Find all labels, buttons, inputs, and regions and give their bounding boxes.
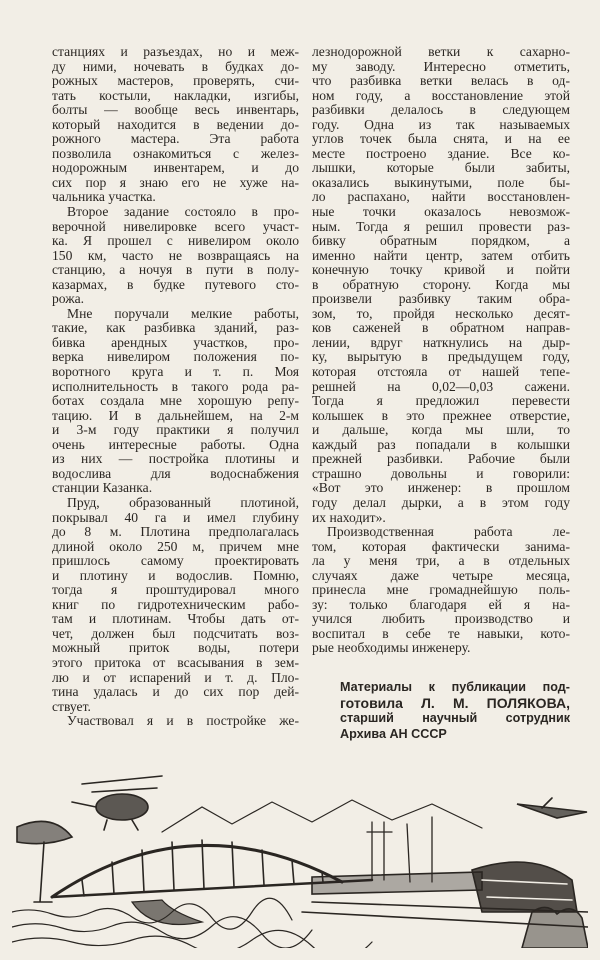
text-line: ка. Я прошел с нивелиром около (52, 233, 299, 249)
text-line: водослива для водоснабжения (52, 465, 299, 481)
text-line: 150 км, часто не возвращаясь на (52, 247, 299, 263)
paragraph (52, 205, 299, 307)
text-line: колышек в это прежнее отверстие, (312, 407, 570, 423)
text-line: ботах создала мне хорошую репу- (52, 393, 299, 409)
text-line: ные точки оказалось невозмож- (312, 204, 570, 220)
text-line: рые необходимы инженеру. (312, 640, 471, 656)
text-line: ков саженей в обратном направ- (312, 320, 570, 336)
text-line: том, которая фактически занима- (312, 538, 570, 554)
paragraph (52, 45, 299, 205)
text-line: тацию. И в дальнейшем, на 2-м (52, 407, 299, 423)
text-line: лю и от испарений и т. д. Пло- (52, 669, 299, 685)
credit-line: Архива АН СССР (340, 726, 447, 741)
text-line: году делал дырки, а в этом году (312, 494, 570, 510)
text-line: лезнодорожной ветки к сахарно- (312, 44, 570, 59)
text-line: в обратную сторону. Когда мы (312, 276, 570, 292)
credit-line: Материалы к публикации под- (340, 680, 570, 694)
text-line: сих пор я знаю его не хуже на- (52, 174, 299, 190)
text-line: Участвовал я и в постройке же- (67, 713, 299, 729)
text-line: разбивки делалось в следующем (312, 102, 570, 118)
text-line: книг по гидротехническим рабо- (52, 596, 299, 612)
credit-line: готовила Л. М. ПОЛЯКОВА, (340, 694, 570, 711)
text-line: станцию, а ночуя в пути в полу- (52, 262, 299, 278)
text-column-left (52, 45, 299, 729)
paragraph (312, 45, 570, 525)
text-line: до 8 м. Плотина предполагалась (52, 524, 299, 540)
text-line: который находится в ведении до- (52, 116, 299, 132)
text-line: ла у меня три, а в отдельных (312, 553, 570, 569)
text-line: такие, как разбивка зданий, раз- (52, 320, 299, 336)
paragraph (52, 307, 299, 496)
foliage-drawing (522, 907, 588, 948)
text-line: конечную точку кривой и пойти (312, 262, 570, 278)
text-line: произвели разбивку таким обра- (312, 291, 570, 307)
text-line: исполнительность в такого рода ра- (52, 378, 299, 394)
text-line: лышки, которые были забиты, (312, 160, 570, 176)
text-line: воротного круга и т. п. Моя (52, 364, 299, 380)
text-line: Пруд, образованный плотиной, (67, 494, 299, 510)
text-line: казармах, в будке путевого сто- (52, 276, 299, 292)
text-line: ку, вырытую в предыдущем году, (312, 349, 570, 365)
text-line: очень интересные работы. Одна (52, 436, 299, 452)
text-column-right (312, 45, 570, 656)
text-line: там и плотинам. Чтобы дать от- (52, 611, 299, 627)
text-line: Второе задание состояло в про- (67, 204, 299, 220)
text-line: можный приток воды, потери (52, 640, 299, 656)
text-line: которая отстояла от нашей тепе- (312, 364, 570, 380)
text-line: ду ними, ночевать в будках до- (52, 58, 299, 74)
text-line: чет, должен был подсчитать воз- (52, 625, 299, 641)
text-line: верка нивелиром положения по- (52, 349, 299, 365)
text-line: и 3-м году практики я получил (52, 422, 299, 438)
text-line: чальника участка. (52, 189, 156, 205)
text-line: тать костыли, накладки, изгибы, (52, 87, 299, 103)
railway-bridge-illustration (12, 762, 588, 948)
text-line: прежней разбивки. Рабочие были (312, 451, 570, 467)
text-line: зом, то, пройдя несколько десят- (312, 305, 570, 321)
text-line: углов точек была снята, и на ее (312, 131, 570, 147)
text-line: рожных мастеров, проверять, счи- (52, 73, 299, 89)
text-line: именно найти центр, затем отбить (312, 247, 570, 263)
text-line: длиной около 250 м, причем мне (52, 538, 299, 554)
text-line: покрывал 40 га и имел глубину (52, 509, 299, 525)
text-line: решней на 0,02—0,03 сажени. (312, 378, 570, 394)
text-line: ствует. (52, 698, 91, 714)
text-line: станциях и разъездах, но и меж- (52, 44, 299, 59)
text-line: году. Одна из так называемых (312, 116, 570, 132)
text-line: принесла мне громаднейшую поль- (312, 582, 570, 598)
text-line: месте построено здание. Все ко- (312, 145, 570, 161)
text-line: этого притока от всасывания в зем- (52, 654, 299, 670)
text-line: пришлось самому проектировать (52, 553, 299, 569)
text-line: их находит». (312, 509, 386, 525)
text-line: и дальше, когда мы шли, то (312, 422, 570, 438)
text-line: учился любить производство и (312, 611, 570, 627)
text-line: «Вот это инженер: в прошлом (312, 480, 570, 496)
text-line: бивка арендных участков, про- (52, 334, 299, 350)
text-line: случаях даже четыре месяца, (312, 567, 570, 583)
text-line: Мне поручали мелкие работы, (67, 305, 299, 321)
text-line: ным. Тогда я решил провести раз- (312, 218, 570, 234)
text-line: болты — вообще весь инвентарь, (52, 102, 299, 118)
text-line: рожа. (52, 291, 85, 307)
text-line: из них — постройка плотины и (52, 451, 299, 467)
text-line: лении, вдруг наткнулись на дыр- (312, 334, 570, 350)
text-line: Производственная работа ле- (327, 524, 570, 540)
text-line: оказались выкинутыми, поле бы- (312, 174, 570, 190)
publication-credit (340, 680, 570, 742)
text-line: ло распахано, найти восстановлен- (312, 189, 570, 205)
text-line: тина удалась и до сих пор дей- (52, 684, 299, 700)
text-line: верочной нивелировке всего участ- (52, 218, 299, 234)
text-line: и плотину и водослив. Помню, (52, 567, 299, 583)
text-line: нодорожным инвентарем, и до (52, 160, 299, 176)
text-line: каждый раз попадали в колышки (312, 436, 570, 452)
text-line: станции Казанка. (52, 480, 153, 496)
paragraph (312, 525, 570, 656)
text-line: страшно довольны и говорили: (312, 465, 570, 481)
text-line: позволила ознакомиться с желез- (52, 145, 299, 161)
text-line: рожного мастера. Эта работа (52, 131, 299, 147)
text-line: зу: только благодаря ей я на- (312, 596, 570, 612)
text-line: воспитал в себе те навыки, кото- (312, 625, 570, 641)
credit-line: старший научный сотрудник (340, 711, 570, 725)
text-line: бивку обратным порядком, а (312, 233, 570, 249)
text-line: тогда я проштудировал много (52, 582, 299, 598)
text-line: Тогда я предложил перевести (312, 393, 570, 409)
text-line: ном году, а восстановление этой (312, 87, 570, 103)
text-line: му заводу. Интересно отметить, (312, 58, 570, 74)
paragraph (52, 496, 299, 714)
paragraph (52, 714, 299, 729)
text-line: что разбивка ветки велась в од- (312, 73, 570, 89)
